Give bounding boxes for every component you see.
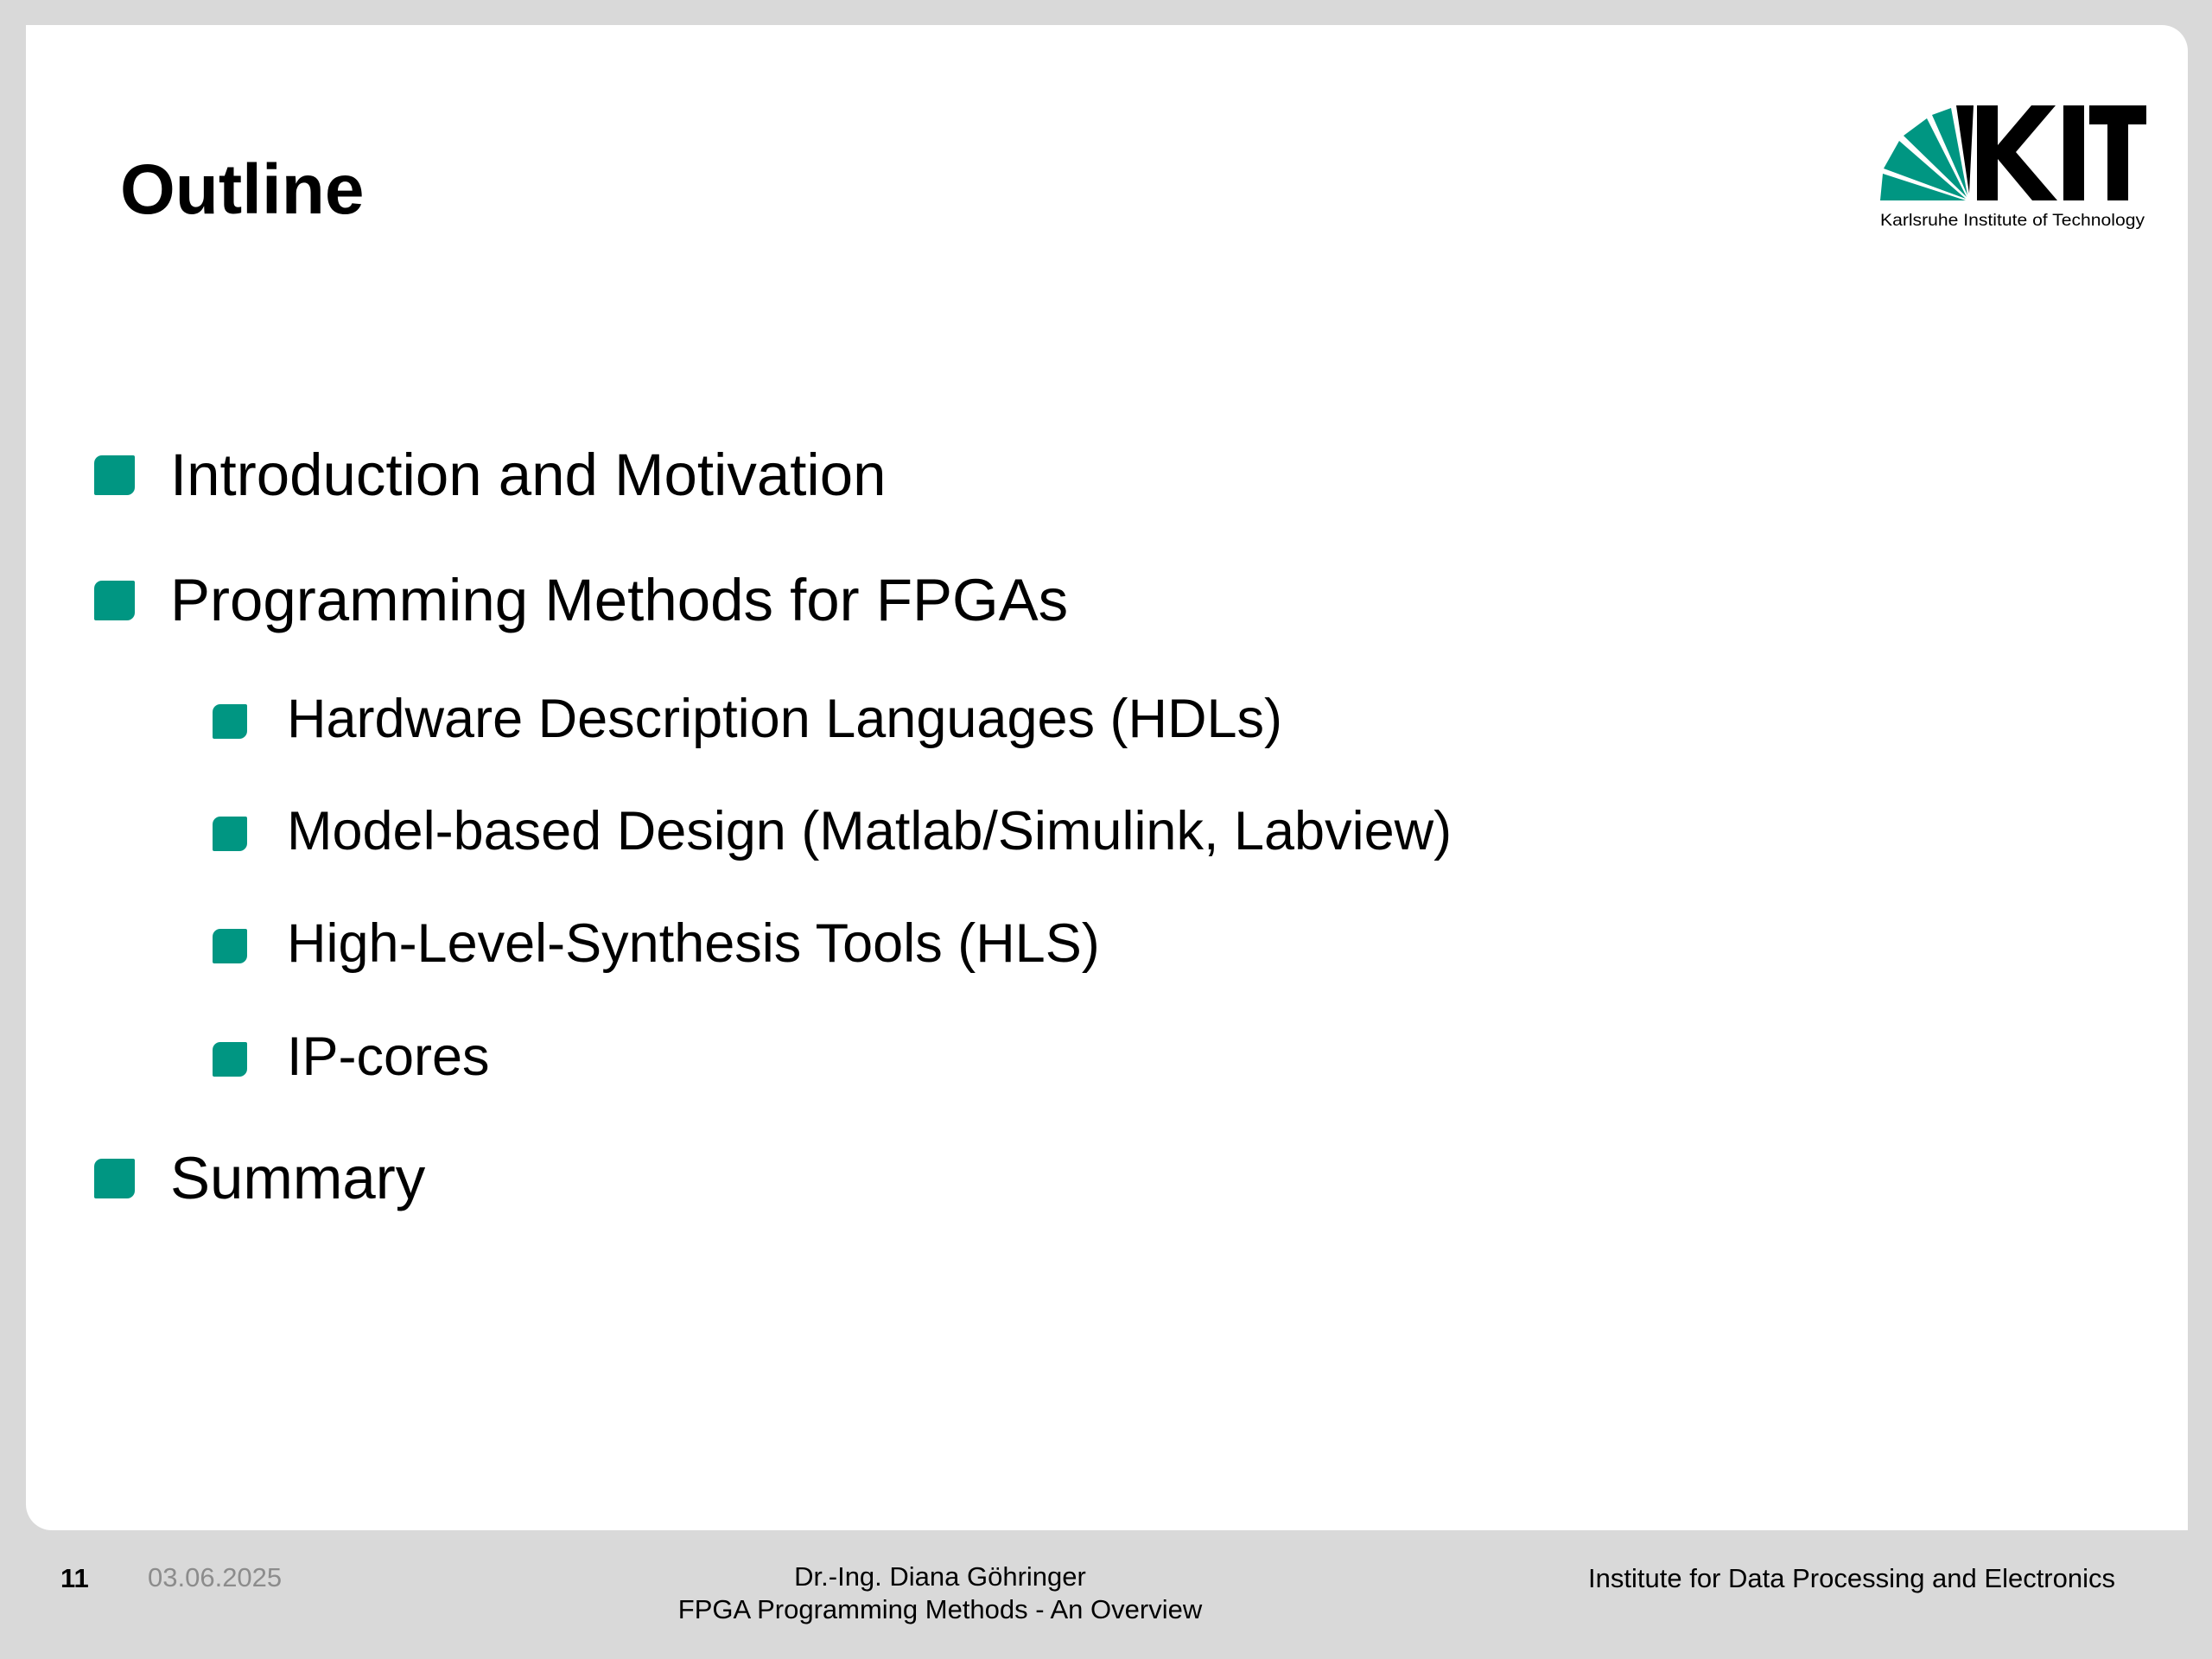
bullet-square-icon: [213, 704, 247, 739]
outline-item-label: Programming Methods for FPGAs: [170, 567, 1069, 633]
footer-talk-title: FPGA Programming Methods - An Overview: [677, 1594, 1203, 1624]
footer-center: [508, 1560, 1372, 1626]
kit-logo-tagline: Karlsruhe Institute of Technology: [1880, 211, 2145, 230]
slide-title: Outline: [120, 150, 365, 229]
footer: [0, 1530, 2212, 1659]
bullet-square-icon: [213, 929, 247, 963]
outline-item-label: IP-cores: [287, 1027, 490, 1087]
bullet-square-icon: [94, 1159, 135, 1198]
kit-logo: [1880, 105, 2146, 232]
bullet-square-icon: [94, 581, 135, 620]
slide-card: [26, 25, 2188, 1530]
outline-item-label: High-Level-Synthesis Tools (HLS): [287, 913, 1100, 974]
bullet-square-icon: [94, 455, 135, 495]
outline-item-label: Summary: [170, 1145, 426, 1211]
footer-author: Dr.-Ing. Diana Göhringer: [794, 1561, 1086, 1592]
outline-item-label: Model-based Design (Matlab/Simulink, Labview): [287, 801, 1452, 861]
outline-item-label: Introduction and Motivation: [170, 442, 887, 508]
footer-institute: Institute for Data Processing and Electronics: [1588, 1563, 2115, 1593]
page-number: 11: [60, 1563, 89, 1593]
outline-item-label: Hardware Description Languages (HDLs): [287, 689, 1283, 749]
bullet-square-icon: [213, 817, 247, 851]
bullet-square-icon: [213, 1042, 247, 1077]
footer-date: 03.06.2025: [148, 1562, 283, 1592]
